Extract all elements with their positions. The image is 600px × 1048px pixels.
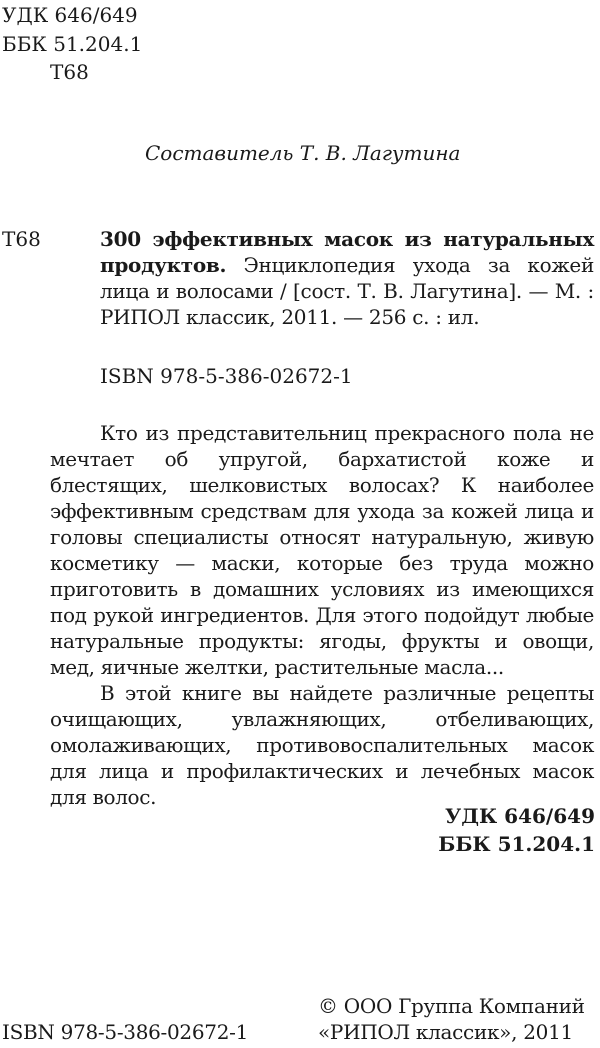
publisher-year: «РИПОЛ классик», 2011 [318,1020,573,1044]
book-description: Энциклопедия ухода за кожей лица и волосами / [сост. Т. В. Лагутина]. — М. : РИПОЛ классик, 2011. — 256 с. : ил. [100,253,594,329]
bbk-code-top: ББК 51.204.1 [2,32,143,56]
isbn-entry: ISBN 978-5-386-02672-1 [100,364,353,388]
abstract-paragraph: В этой книге вы найдете различные рецепты очищающих, увлажняющих, отбеливающих, омолаживающих, противовоспалительных масок для лица и профилактических и лечебных масок для волос. [50,681,594,809]
udk-code-bottom: УДК 646/649 [445,804,595,828]
copyright-holder: © ООО Группа Компаний [318,994,585,1018]
catalog-entry [100,226,594,330]
abstract-paragraph: Кто из представительниц прекрасного пола не мечтает об упругой, бархатистой коже и блестящих, шелковистых волосах? К наиболее эффективным средствам для ухода за кожей лица и головы специалисты относят натуральную, живую косметику — маски, которые без труда можно приготовить в домашних условиях из имеющихся под рукой ингредиентов. Для этого подойдут любые натуральные продукты: ягоды, фрукты и овощи, мед, яичные желтки, растительные масла... [50,421,594,679]
compiler-credit: Составитель Т. В. Лагутина [145,141,461,165]
catalog-author-mark: Т68 [2,227,41,251]
book-abstract [50,420,594,810]
book-title: 300 эффективных масок из натуральных продуктов. [100,227,594,277]
author-mark-top: Т68 [50,60,89,84]
isbn-footer: ISBN 978-5-386-02672-1 [2,1020,249,1044]
udk-code-top: УДК 646/649 [2,3,138,27]
bbk-code-bottom: ББК 51.204.1 [438,832,595,856]
